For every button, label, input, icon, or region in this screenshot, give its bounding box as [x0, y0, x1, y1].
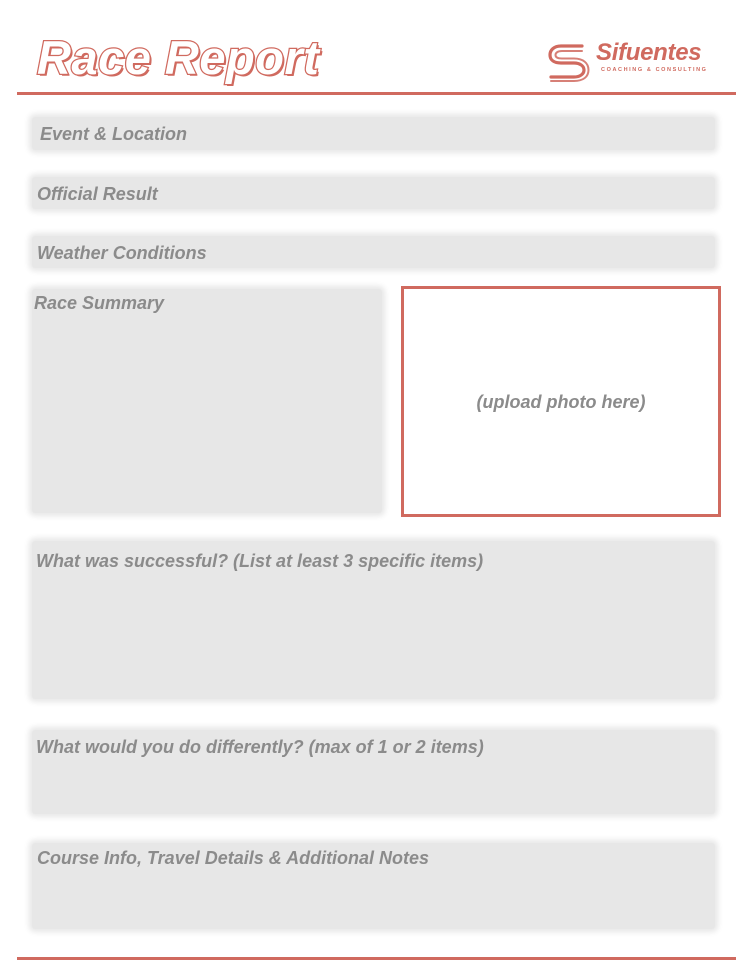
successful-items-label: What was successful? (List at least 3 specific items): [36, 551, 484, 571]
header-divider: [17, 92, 736, 95]
course-info-label: Course Info, Travel Details & Additional Notes: [37, 848, 430, 868]
page-title: Race Report: [37, 31, 320, 84]
brand-logo: [545, 38, 725, 82]
event-location-label: Event & Location: [40, 124, 188, 144]
race-summary-label: Race Summary: [34, 293, 165, 313]
logo-name: Sifuentes: [596, 39, 702, 66]
weather-conditions-label: Weather Conditions: [37, 243, 207, 263]
photo-upload-placeholder: (upload photo here): [476, 392, 646, 412]
official-result-label: Official Result: [37, 184, 158, 204]
race-summary-field[interactable]: [32, 289, 382, 513]
logo-tagline: COACHING & CONSULTING: [601, 67, 708, 73]
photo-upload-box[interactable]: [401, 286, 721, 517]
footer-divider: [17, 957, 736, 960]
sifuentes-logo-icon: [545, 38, 591, 82]
do-differently-label: What would you do differently? (max of 1 or 2 items): [36, 737, 484, 757]
